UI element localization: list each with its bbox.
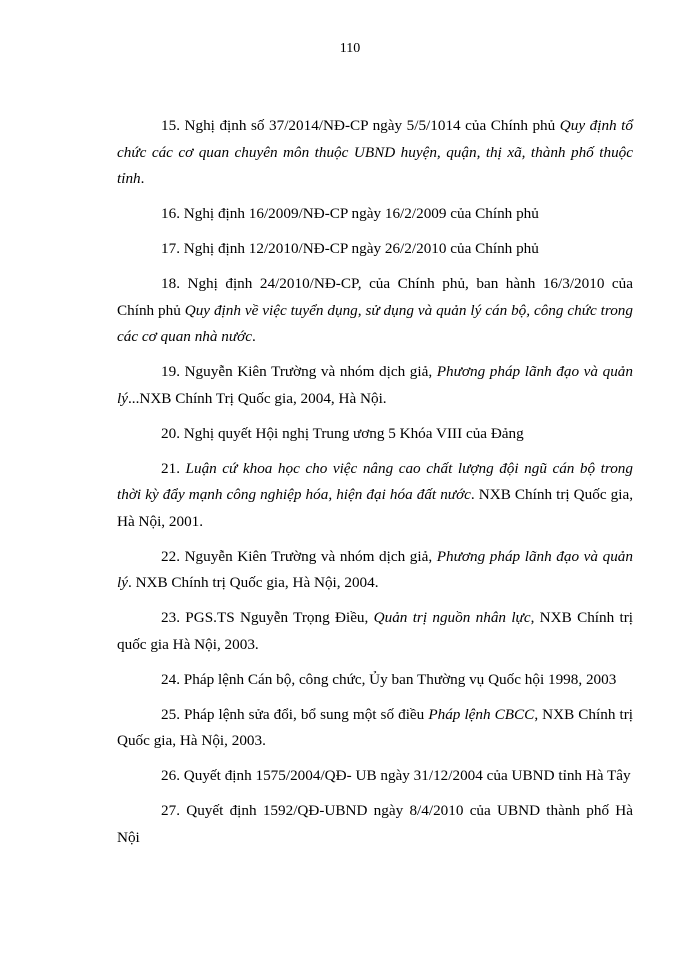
reference-item: 20. Nghị quyết Hội nghị Trung ương 5 Khóa VIII của Đảng — [161, 424, 524, 442]
reference-list — [117, 113, 633, 860]
reference-item: 25. Pháp lệnh sửa đổi, bổ sung một số điều Pháp lệnh CBCC, NXB Chính trị Quốc gia, Hà Nội, 2003. — [117, 705, 633, 749]
reference-item: 15. Nghị định số 37/2014/NĐ-CP ngày 5/5/1014 của Chính phủ Quy định tổ chức các cơ quan chuyên môn thuộc UBND huyện, quận, thị xã, thành phố thuộc tỉnh. — [117, 117, 633, 187]
reference-item: 27. Quyết định 1592/QĐ-UBND ngày 8/4/2010 của UBND thành phố Hà Nội — [117, 802, 633, 846]
reference-item: 22. Nguyễn Kiên Trường và nhóm dịch giả, Phương pháp lãnh đạo và quản lý. NXB Chính trị Quốc gia, Hà Nội, 2004. — [117, 547, 633, 591]
reference-item: 18. Nghị định 24/2010/NĐ-CP, của Chính phủ, ban hành 16/3/2010 của Chính phủ Quy định về việc tuyển dụng, sử dụng và quản lý cán bộ, công chức trong các cơ quan nhà nước. — [117, 275, 633, 345]
reference-item: 26. Quyết định 1575/2004/QĐ- UB ngày 31/12/2004 của UBND tỉnh Hà Tây — [161, 767, 631, 784]
reference-item: 24. Pháp lệnh Cán bộ, công chức, Ủy ban Thường vụ Quốc hội 1998, 2003 — [161, 670, 617, 688]
reference-item: 17. Nghị định 12/2010/NĐ-CP ngày 26/2/2010 của Chính phủ — [161, 240, 539, 257]
reference-item: 16. Nghị định 16/2009/NĐ-CP ngày 16/2/2009 của Chính phủ — [161, 205, 539, 222]
reference-item: 19. Nguyễn Kiên Trường và nhóm dịch giả, Phương pháp lãnh đạo và quản lý...NXB Chính Trị Quốc gia, 2004, Hà Nội. — [117, 363, 633, 407]
reference-item: 23. PGS.TS Nguyễn Trọng Điều, Quản trị nguồn nhân lực, NXB Chính trị quốc gia Hà Nội, 2003. — [117, 609, 634, 653]
page-number: 110 — [339, 41, 361, 56]
reference-item: 21. Luận cứ khoa học cho việc nâng cao chất lượng đội ngũ cán bộ trong thời kỳ đẩy mạnh công nghiệp hóa, hiện đại hóa đất nước. NXB Chính trị Quốc gia, Hà Nội, 2001. — [117, 459, 633, 530]
